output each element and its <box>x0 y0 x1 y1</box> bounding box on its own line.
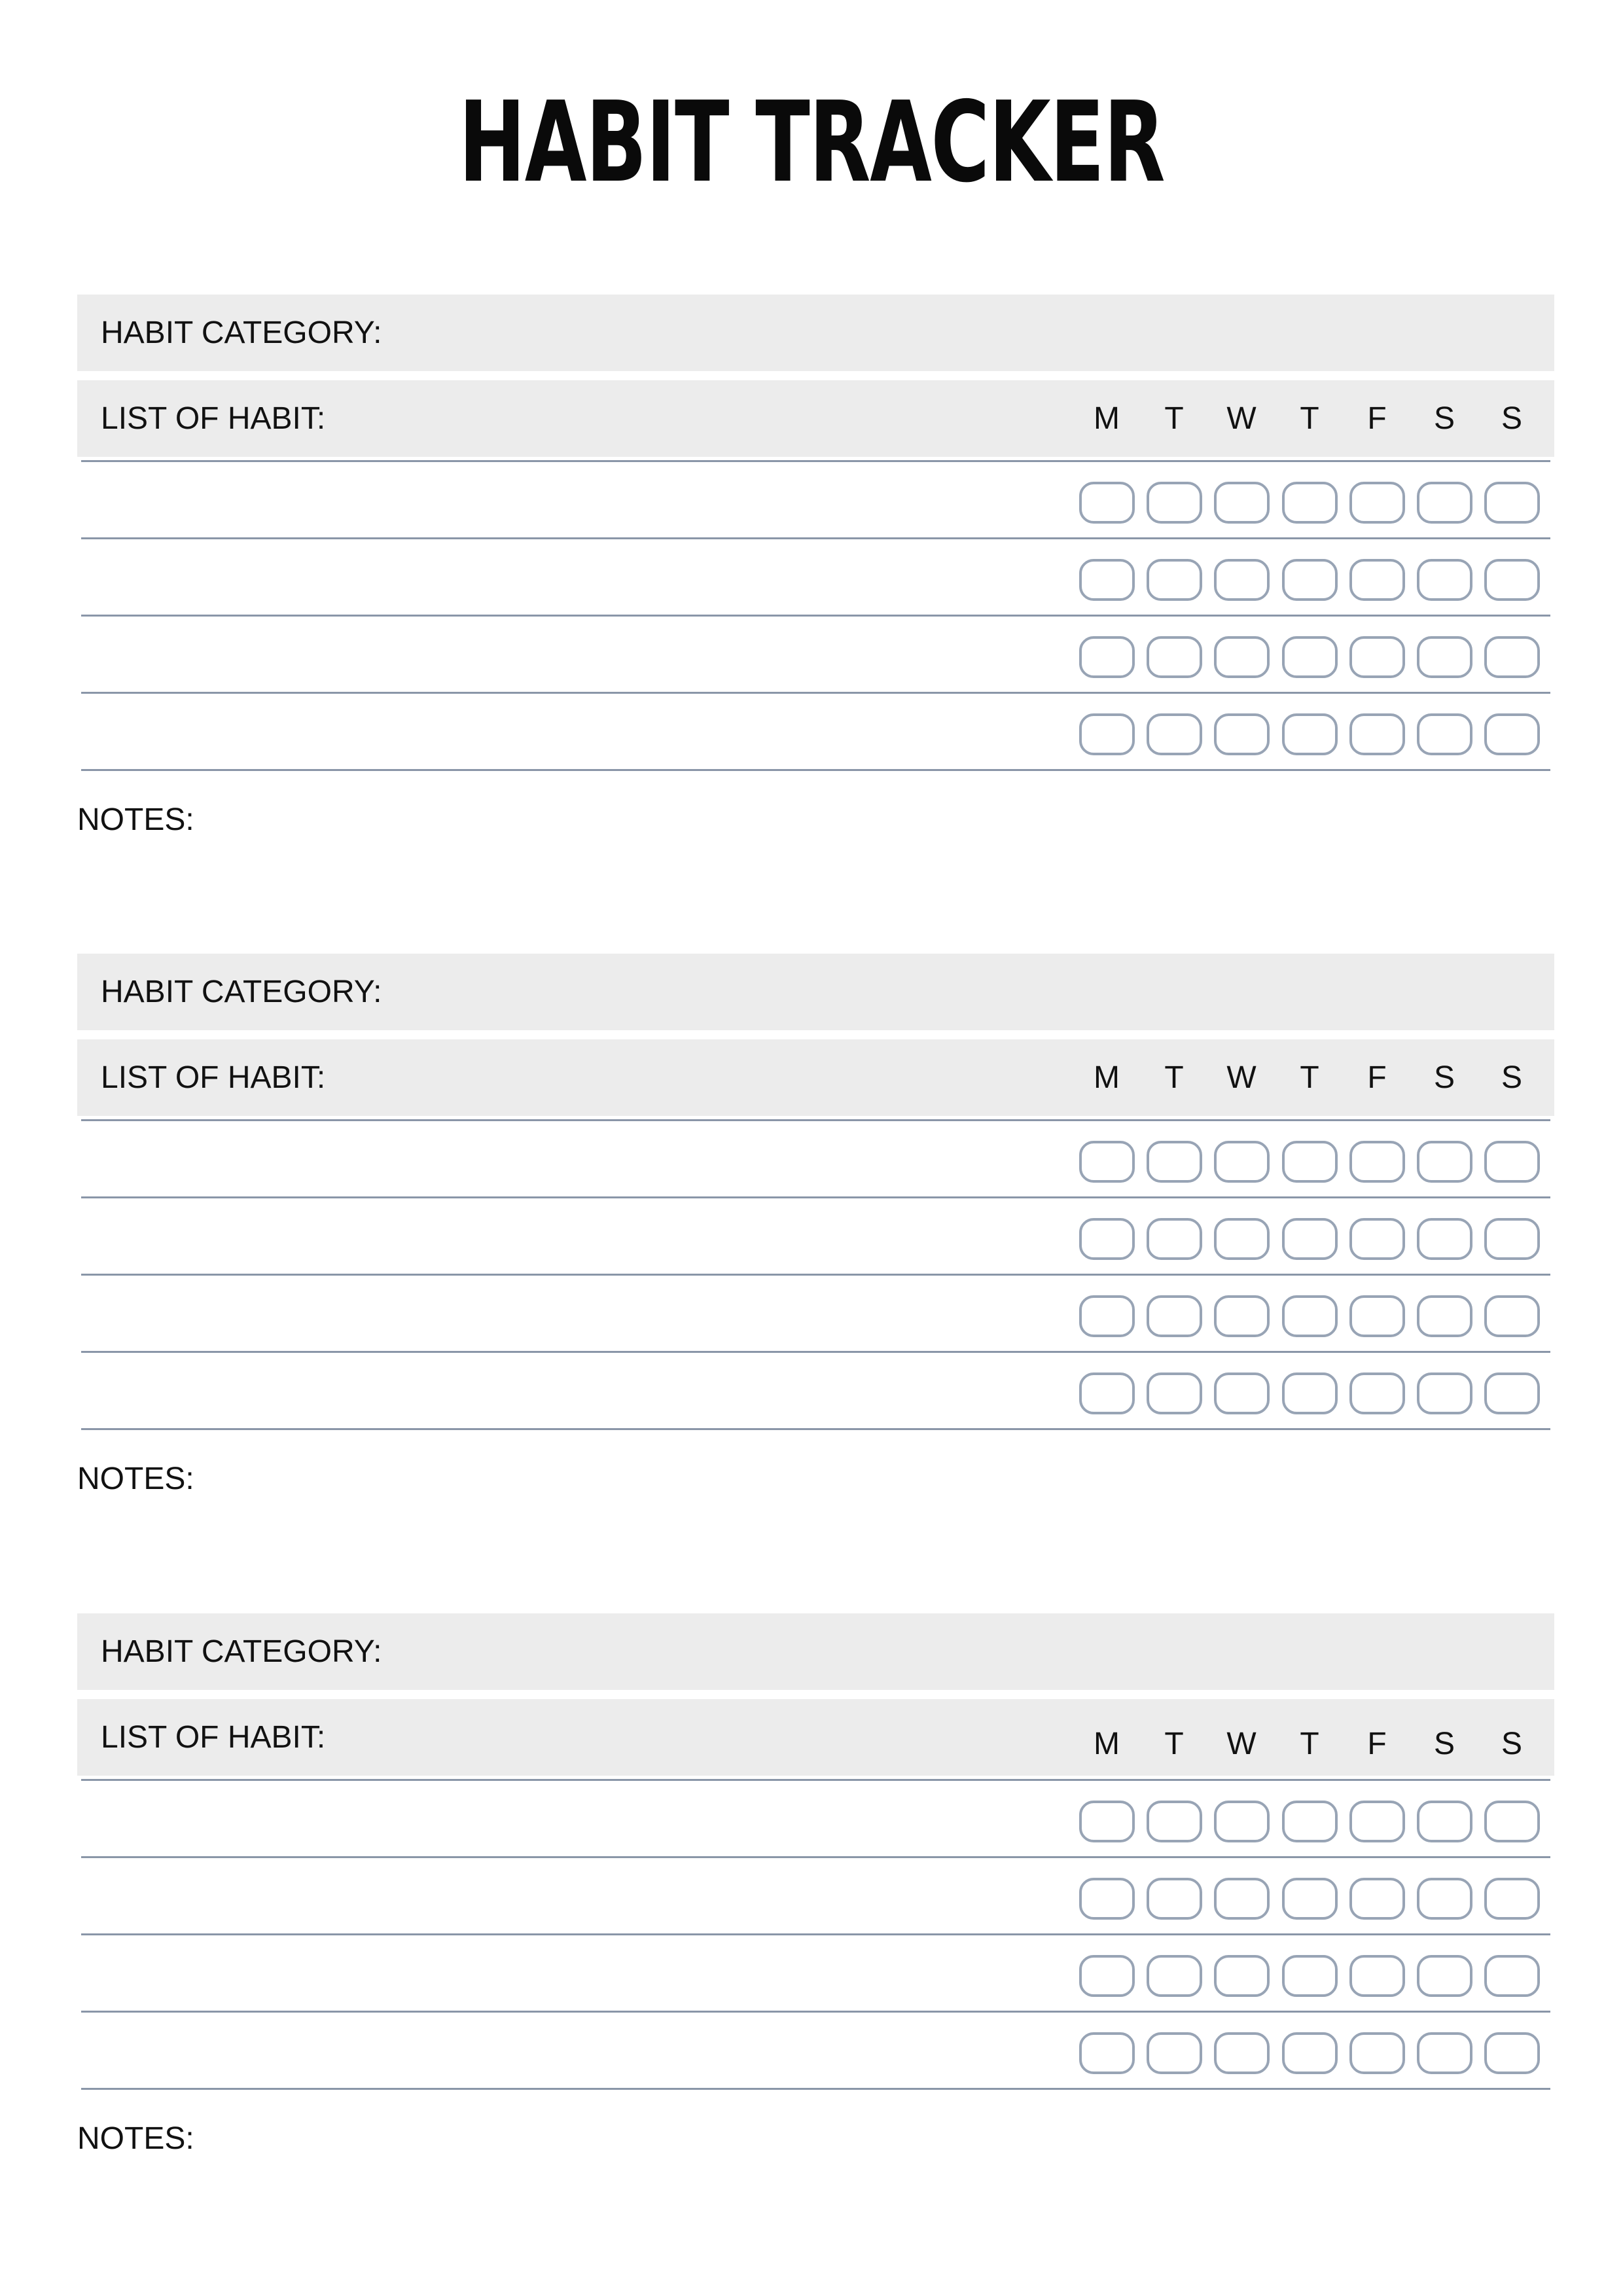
weekday-header: M <box>1094 1727 1120 1761</box>
day-checkbox[interactable] <box>1484 1955 1540 1997</box>
weekday-header: W <box>1226 1060 1257 1095</box>
day-checkbox[interactable] <box>1417 1295 1472 1337</box>
day-checkbox[interactable] <box>1214 1372 1270 1414</box>
day-checkbox[interactable] <box>1349 1801 1405 1842</box>
day-checkbox[interactable] <box>1484 559 1540 601</box>
habit-row[interactable] <box>81 462 1550 539</box>
day-checkbox[interactable] <box>1484 482 1540 524</box>
weekday-header: S <box>1433 401 1455 436</box>
day-checkbox[interactable] <box>1349 1295 1405 1337</box>
habit-category-label: HABIT CATEGORY: <box>101 315 382 350</box>
tracker-section <box>77 954 1554 1516</box>
day-checkbox[interactable] <box>1079 713 1135 755</box>
day-checkbox[interactable] <box>1147 1878 1202 1920</box>
day-checkbox[interactable] <box>1282 1295 1338 1337</box>
day-checkbox[interactable] <box>1282 1878 1338 1920</box>
habit-row[interactable] <box>81 1858 1550 1935</box>
tracker-section <box>77 1613 1554 2176</box>
day-checkbox[interactable] <box>1349 1878 1405 1920</box>
weekday-header: T <box>1300 1060 1319 1095</box>
day-checkbox[interactable] <box>1417 1141 1472 1183</box>
habit-category-label: HABIT CATEGORY: <box>101 1634 382 1669</box>
day-checkbox[interactable] <box>1417 1218 1472 1260</box>
day-checkbox[interactable] <box>1214 1878 1270 1920</box>
day-checkbox[interactable] <box>1079 1878 1135 1920</box>
day-checkbox[interactable] <box>1349 1141 1405 1183</box>
habit-row[interactable] <box>81 1198 1550 1275</box>
day-checkbox[interactable] <box>1349 482 1405 524</box>
habit-list-label: LIST OF HABIT: <box>101 1060 326 1095</box>
day-checkbox[interactable] <box>1214 482 1270 524</box>
weekday-header: F <box>1367 401 1387 436</box>
day-checkbox[interactable] <box>1417 482 1472 524</box>
day-checkbox[interactable] <box>1214 1801 1270 1842</box>
page-title: HABIT TRACKER <box>458 78 1165 207</box>
weekday-header: T <box>1164 401 1184 436</box>
weekday-header: T <box>1300 1727 1319 1761</box>
day-checkbox[interactable] <box>1079 482 1135 524</box>
notes-label: NOTES: <box>77 1462 194 1496</box>
day-checkbox[interactable] <box>1214 1141 1270 1183</box>
day-checkbox[interactable] <box>1079 1141 1135 1183</box>
day-checkbox[interactable] <box>1282 559 1338 601</box>
habit-list-label: LIST OF HABIT: <box>101 401 326 436</box>
day-checkbox[interactable] <box>1282 1801 1338 1842</box>
day-checkbox[interactable] <box>1214 636 1270 678</box>
day-checkbox[interactable] <box>1484 1218 1540 1260</box>
day-checkbox[interactable] <box>1147 1955 1202 1997</box>
habit-category-label: HABIT CATEGORY: <box>101 975 382 1009</box>
habit-row[interactable] <box>81 1276 1550 1352</box>
day-checkbox[interactable] <box>1147 482 1202 524</box>
weekday-header: M <box>1094 401 1120 436</box>
day-checkbox[interactable] <box>1147 1141 1202 1183</box>
habit-row[interactable] <box>81 1121 1550 1198</box>
day-checkbox[interactable] <box>1147 1801 1202 1842</box>
weekday-header: S <box>1433 1727 1455 1761</box>
day-checkbox[interactable] <box>1349 1372 1405 1414</box>
day-checkbox[interactable] <box>1147 636 1202 678</box>
day-checkbox[interactable] <box>1484 1878 1540 1920</box>
day-checkbox[interactable] <box>1484 713 1540 755</box>
day-checkbox[interactable] <box>1484 1141 1540 1183</box>
weekday-header: S <box>1501 401 1522 436</box>
day-checkbox[interactable] <box>1484 1295 1540 1337</box>
day-checkbox[interactable] <box>1147 559 1202 601</box>
weekday-header: F <box>1367 1060 1387 1095</box>
day-checkbox[interactable] <box>1079 1801 1135 1842</box>
weekday-header: S <box>1501 1727 1522 1761</box>
habit-row[interactable] <box>81 617 1550 693</box>
weekday-header: M <box>1094 1060 1120 1095</box>
day-checkbox[interactable] <box>1079 1218 1135 1260</box>
day-checkbox[interactable] <box>1147 1218 1202 1260</box>
habit-row[interactable] <box>81 2013 1550 2089</box>
notes-label: NOTES: <box>77 802 194 837</box>
day-checkbox[interactable] <box>1282 1372 1338 1414</box>
weekday-header: F <box>1367 1727 1387 1761</box>
day-checkbox[interactable] <box>1349 1218 1405 1260</box>
habit-row[interactable] <box>81 694 1550 770</box>
day-checkbox[interactable] <box>1417 1955 1472 1997</box>
day-checkbox[interactable] <box>1214 1218 1270 1260</box>
weekday-header: T <box>1300 401 1319 436</box>
habit-category-bar[interactable] <box>77 1613 1554 1690</box>
day-checkbox[interactable] <box>1214 559 1270 601</box>
day-checkbox[interactable] <box>1484 1801 1540 1842</box>
day-checkbox[interactable] <box>1417 559 1472 601</box>
habit-category-bar[interactable] <box>77 295 1554 371</box>
weekday-header: T <box>1164 1727 1184 1761</box>
habit-list-header-bar <box>77 1039 1554 1116</box>
day-checkbox[interactable] <box>1349 1955 1405 1997</box>
habit-row[interactable] <box>81 1353 1550 1429</box>
day-checkbox[interactable] <box>1484 636 1540 678</box>
day-checkbox[interactable] <box>1484 1372 1540 1414</box>
day-checkbox[interactable] <box>1214 713 1270 755</box>
weekday-header: T <box>1164 1060 1184 1095</box>
weekday-header: S <box>1433 1060 1455 1095</box>
habit-list-header-bar <box>77 1699 1554 1776</box>
day-checkbox[interactable] <box>1417 2032 1472 2074</box>
day-checkbox[interactable] <box>1349 636 1405 678</box>
day-checkbox[interactable] <box>1417 1878 1472 1920</box>
habit-list-header-bar <box>77 380 1554 457</box>
weekday-header: W <box>1226 1727 1257 1761</box>
tracker-section <box>77 295 1554 857</box>
day-checkbox[interactable] <box>1282 636 1338 678</box>
day-checkbox[interactable] <box>1349 2032 1405 2074</box>
day-checkbox[interactable] <box>1282 713 1338 755</box>
day-checkbox[interactable] <box>1417 1801 1472 1842</box>
day-checkbox[interactable] <box>1079 1295 1135 1337</box>
day-checkbox[interactable] <box>1282 1955 1338 1997</box>
weekday-header: S <box>1501 1060 1522 1095</box>
weekday-header: W <box>1226 401 1257 436</box>
day-checkbox[interactable] <box>1214 1955 1270 1997</box>
day-checkbox[interactable] <box>1147 1295 1202 1337</box>
habit-row[interactable] <box>81 1935 1550 2012</box>
habit-row[interactable] <box>81 1781 1550 1857</box>
habit-category-bar[interactable] <box>77 954 1554 1030</box>
day-checkbox[interactable] <box>1079 2032 1135 2074</box>
day-checkbox[interactable] <box>1147 2032 1202 2074</box>
day-checkbox[interactable] <box>1147 713 1202 755</box>
day-checkbox[interactable] <box>1417 713 1472 755</box>
day-checkbox[interactable] <box>1282 1218 1338 1260</box>
day-checkbox[interactable] <box>1282 482 1338 524</box>
day-checkbox[interactable] <box>1417 1372 1472 1414</box>
day-checkbox[interactable] <box>1214 1295 1270 1337</box>
day-checkbox[interactable] <box>1079 1372 1135 1414</box>
habit-row[interactable] <box>81 539 1550 616</box>
day-checkbox[interactable] <box>1079 559 1135 601</box>
day-checkbox[interactable] <box>1214 2032 1270 2074</box>
habit-list-label: LIST OF HABIT: <box>101 1720 326 1755</box>
day-checkbox[interactable] <box>1282 1141 1338 1183</box>
day-checkbox[interactable] <box>1349 713 1405 755</box>
day-checkbox[interactable] <box>1079 1955 1135 1997</box>
day-checkbox[interactable] <box>1349 559 1405 601</box>
notes-label: NOTES: <box>77 2121 194 2156</box>
day-checkbox[interactable] <box>1282 2032 1338 2074</box>
day-checkbox[interactable] <box>1079 636 1135 678</box>
day-checkbox[interactable] <box>1484 2032 1540 2074</box>
day-checkbox[interactable] <box>1417 636 1472 678</box>
day-checkbox[interactable] <box>1147 1372 1202 1414</box>
